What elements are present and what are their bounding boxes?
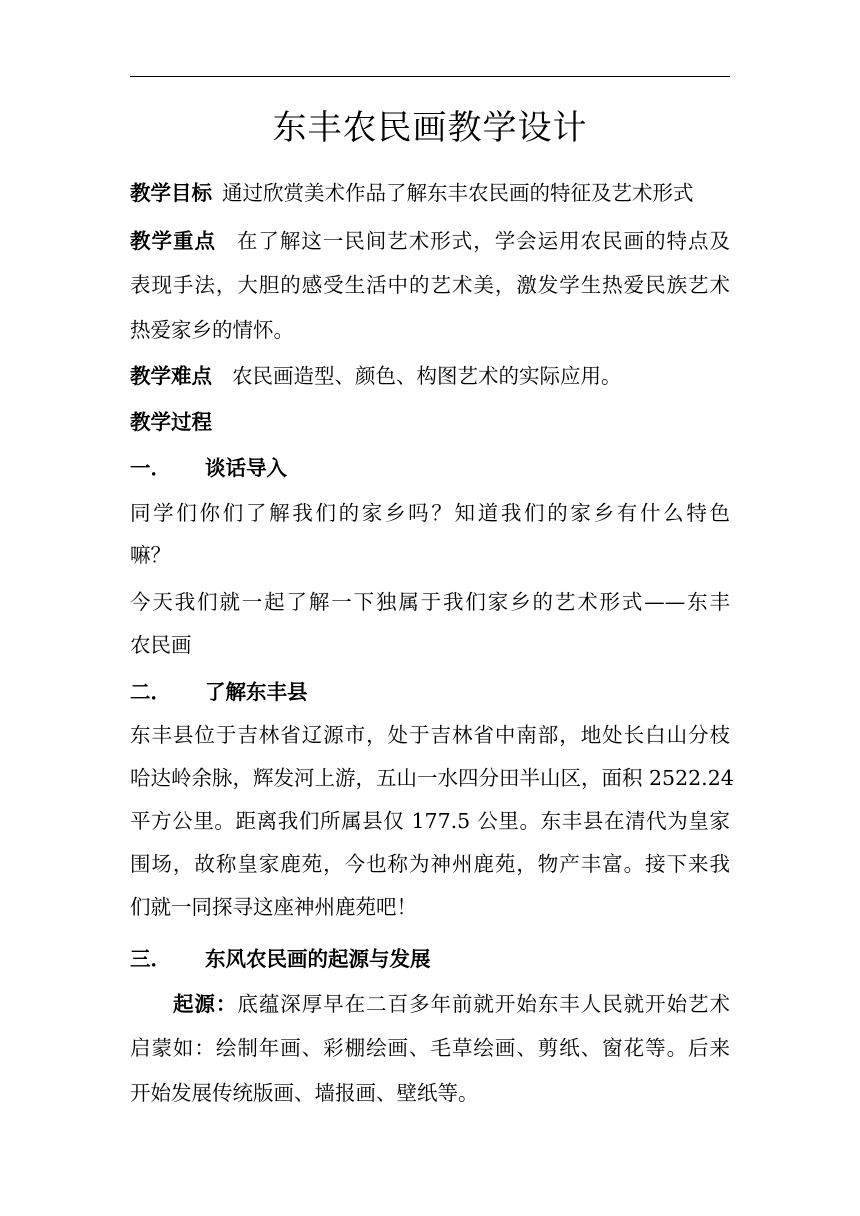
difficulty-text: 农民画造型、颜色、构图艺术的实际应用。 <box>232 364 622 388</box>
section-1-para-2-line-2: 农民画 <box>130 633 192 657</box>
section-2-number: 二． <box>130 680 171 704</box>
goal-label: 教学目标 <box>130 181 212 205</box>
section-2-line-3: 平方公里。距离我们所属县仅 177.5 公里。东丰县在清代为皇家 <box>130 809 730 833</box>
section-1-heading <box>130 453 730 483</box>
section-2-line-2: 哈达岭余脉，辉发河上游，五山一水四分田半山区，面积 2522.24 <box>130 766 734 790</box>
section-2-line-5: 们就一同探寻这座神州鹿苑吧！ <box>130 895 417 919</box>
header-rule <box>130 76 730 77</box>
focus-label: 教学重点 <box>130 229 216 253</box>
section-1-para-1-line-2: 嘛？ <box>130 543 171 567</box>
teaching-focus-line-1 <box>130 226 730 256</box>
section-3-line-1 <box>130 989 730 1019</box>
section-1-para-2-line-1: 今天我们就一起了解一下独属于我们家乡的艺术形式——东丰 <box>130 590 730 614</box>
section-1-number: 一． <box>130 456 171 480</box>
teaching-goal <box>130 178 730 208</box>
section-2-heading <box>130 677 730 707</box>
origin-label: 起源： <box>172 992 238 1016</box>
teaching-difficulty <box>130 361 730 391</box>
section-2-line-1: 东丰县位于吉林省辽源市，处于吉林省中南部，地处长白山分枝 <box>130 723 730 747</box>
section-3-line-2: 启蒙如：绘制年画、彩棚绘画、毛草绘画、剪纸、窗花等。后来 <box>130 1036 730 1060</box>
document-title: 东丰农民画教学设计 <box>272 108 588 148</box>
goal-text: 通过欣赏美术作品了解东丰农民画的特征及艺术形式 <box>222 181 694 205</box>
section-1-para-1-line-1: 同学们你们了解我们的家乡吗？知道我们的家乡有什么特色 <box>130 501 730 525</box>
focus-text-1: 在了解这一民间艺术形式，学会运用农民画的特点及 <box>235 229 731 253</box>
origin-text-1: 底蕴深厚早在二百多年前就开始东丰人民就开始艺术 <box>237 992 731 1016</box>
teaching-focus-line-2: 表现手法，大胆的感受生活中的艺术美，激发学生热爱民族艺术 <box>130 273 730 297</box>
difficulty-label: 教学难点 <box>130 364 212 388</box>
section-2-title: 了解东丰县 <box>205 680 308 704</box>
teaching-focus-line-3: 热爱家乡的情怀。 <box>130 318 294 342</box>
section-3-heading <box>130 944 730 974</box>
section-3-title: 东风农民画的起源与发展 <box>205 947 431 971</box>
section-3-line-3: 开始发展传统版画、墙报画、壁纸等。 <box>130 1081 479 1105</box>
section-1-title: 谈话导入 <box>205 456 287 480</box>
section-2-line-4: 围场，故称皇家鹿苑，今也称为神州鹿苑，物产丰富。接下来我 <box>130 852 730 876</box>
section-3-number: 三． <box>130 947 171 971</box>
process-heading: 教学过程 <box>130 410 212 434</box>
